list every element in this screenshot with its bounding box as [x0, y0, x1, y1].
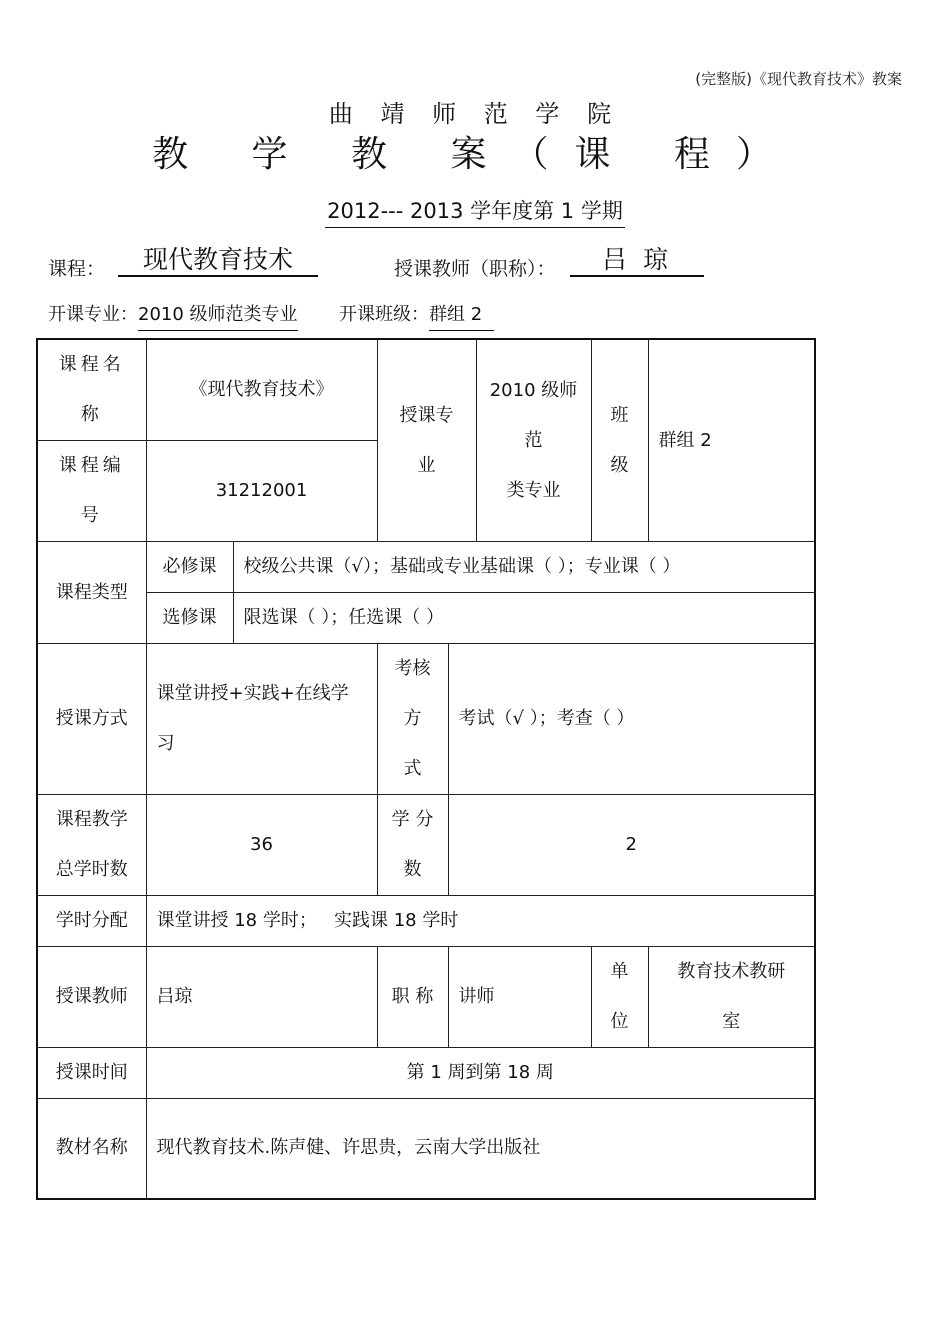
teacher-row-label: 授课教师 [37, 947, 146, 1048]
course-name-label: 课程名称 [37, 339, 146, 441]
allocation-label: 学时分配 [37, 896, 146, 947]
textbook-value: 现代教育技术.陈声健、许思贵，云南大学出版社 [146, 1099, 815, 1199]
hours-label: 课程教学 总学时数 [37, 795, 146, 896]
teacher-underline [570, 275, 704, 277]
time-label: 授课时间 [37, 1048, 146, 1099]
exam-value: 考试（√ ）；考查（ ） [448, 644, 815, 795]
semester-text: 2012--- 2013 学年度第 1 学期 [325, 199, 625, 228]
document-title: 教 学 教 案（课 程） [152, 134, 798, 175]
course-code-label: 课程编号 [37, 441, 146, 542]
title-value: 讲师 [448, 947, 591, 1048]
semester-line [0, 195, 950, 225]
textbook-label: 教材名称 [37, 1099, 146, 1199]
required-label: 必修课 [146, 542, 233, 593]
major-class-line [48, 300, 494, 326]
unit-value: 教育技术教研 室 [648, 947, 815, 1048]
allocation-value: 课堂讲授 18 学时； 实践课 18 学时 [146, 896, 815, 947]
elective-label: 选修课 [146, 593, 233, 644]
class-value: 群组 2 [429, 304, 482, 331]
major-label: 开课专业： [48, 304, 138, 325]
unit-label: 单 位 [591, 947, 648, 1048]
exam-label: 考核方 式 [377, 644, 448, 795]
teacher-value: 吕 琼 [602, 245, 672, 274]
class-value-cell: 群组 2 [648, 339, 815, 542]
teach-major-value: 2010 级师范 类专业 [476, 339, 591, 542]
required-value: 校级公共课（√）；基础或专业基础课（ ）；专业课（ ） [233, 542, 815, 593]
method-label: 授课方式 [37, 644, 146, 795]
course-label: 课程： [48, 258, 106, 280]
method-value: 课堂讲授+实践+在线学 习 [146, 644, 377, 795]
major-value: 2010 级师范类专业 [138, 304, 298, 331]
class-label-cell: 班 级 [591, 339, 648, 542]
teacher-label: 授课教师（职称）： [394, 258, 556, 280]
credit-label: 学 分 数 [377, 795, 448, 896]
elective-value: 限选课（ ）；任选课（ ） [233, 593, 815, 644]
course-value: 现代教育技术 [142, 245, 293, 274]
title-label: 职 称 [377, 947, 448, 1048]
course-underline [118, 275, 318, 277]
teacher-row-value: 吕琼 [146, 947, 377, 1048]
school-name: 曲 靖 师 范 学 院 [328, 100, 622, 128]
course-name-value: 《现代教育技术》 [146, 339, 377, 441]
credit-value: 2 [448, 795, 815, 896]
course-info-table [36, 338, 816, 1200]
time-value: 第 1 周到第 18 周 [146, 1048, 815, 1099]
teach-major-label: 授课专 业 [377, 339, 476, 542]
course-type-label: 课程类型 [37, 542, 146, 644]
course-code-value: 31212001 [146, 441, 377, 542]
hours-value: 36 [146, 795, 377, 896]
class-label: 开课班级： [339, 304, 429, 325]
header-note: (完整版)《现代教育技术》教案 [695, 70, 902, 88]
